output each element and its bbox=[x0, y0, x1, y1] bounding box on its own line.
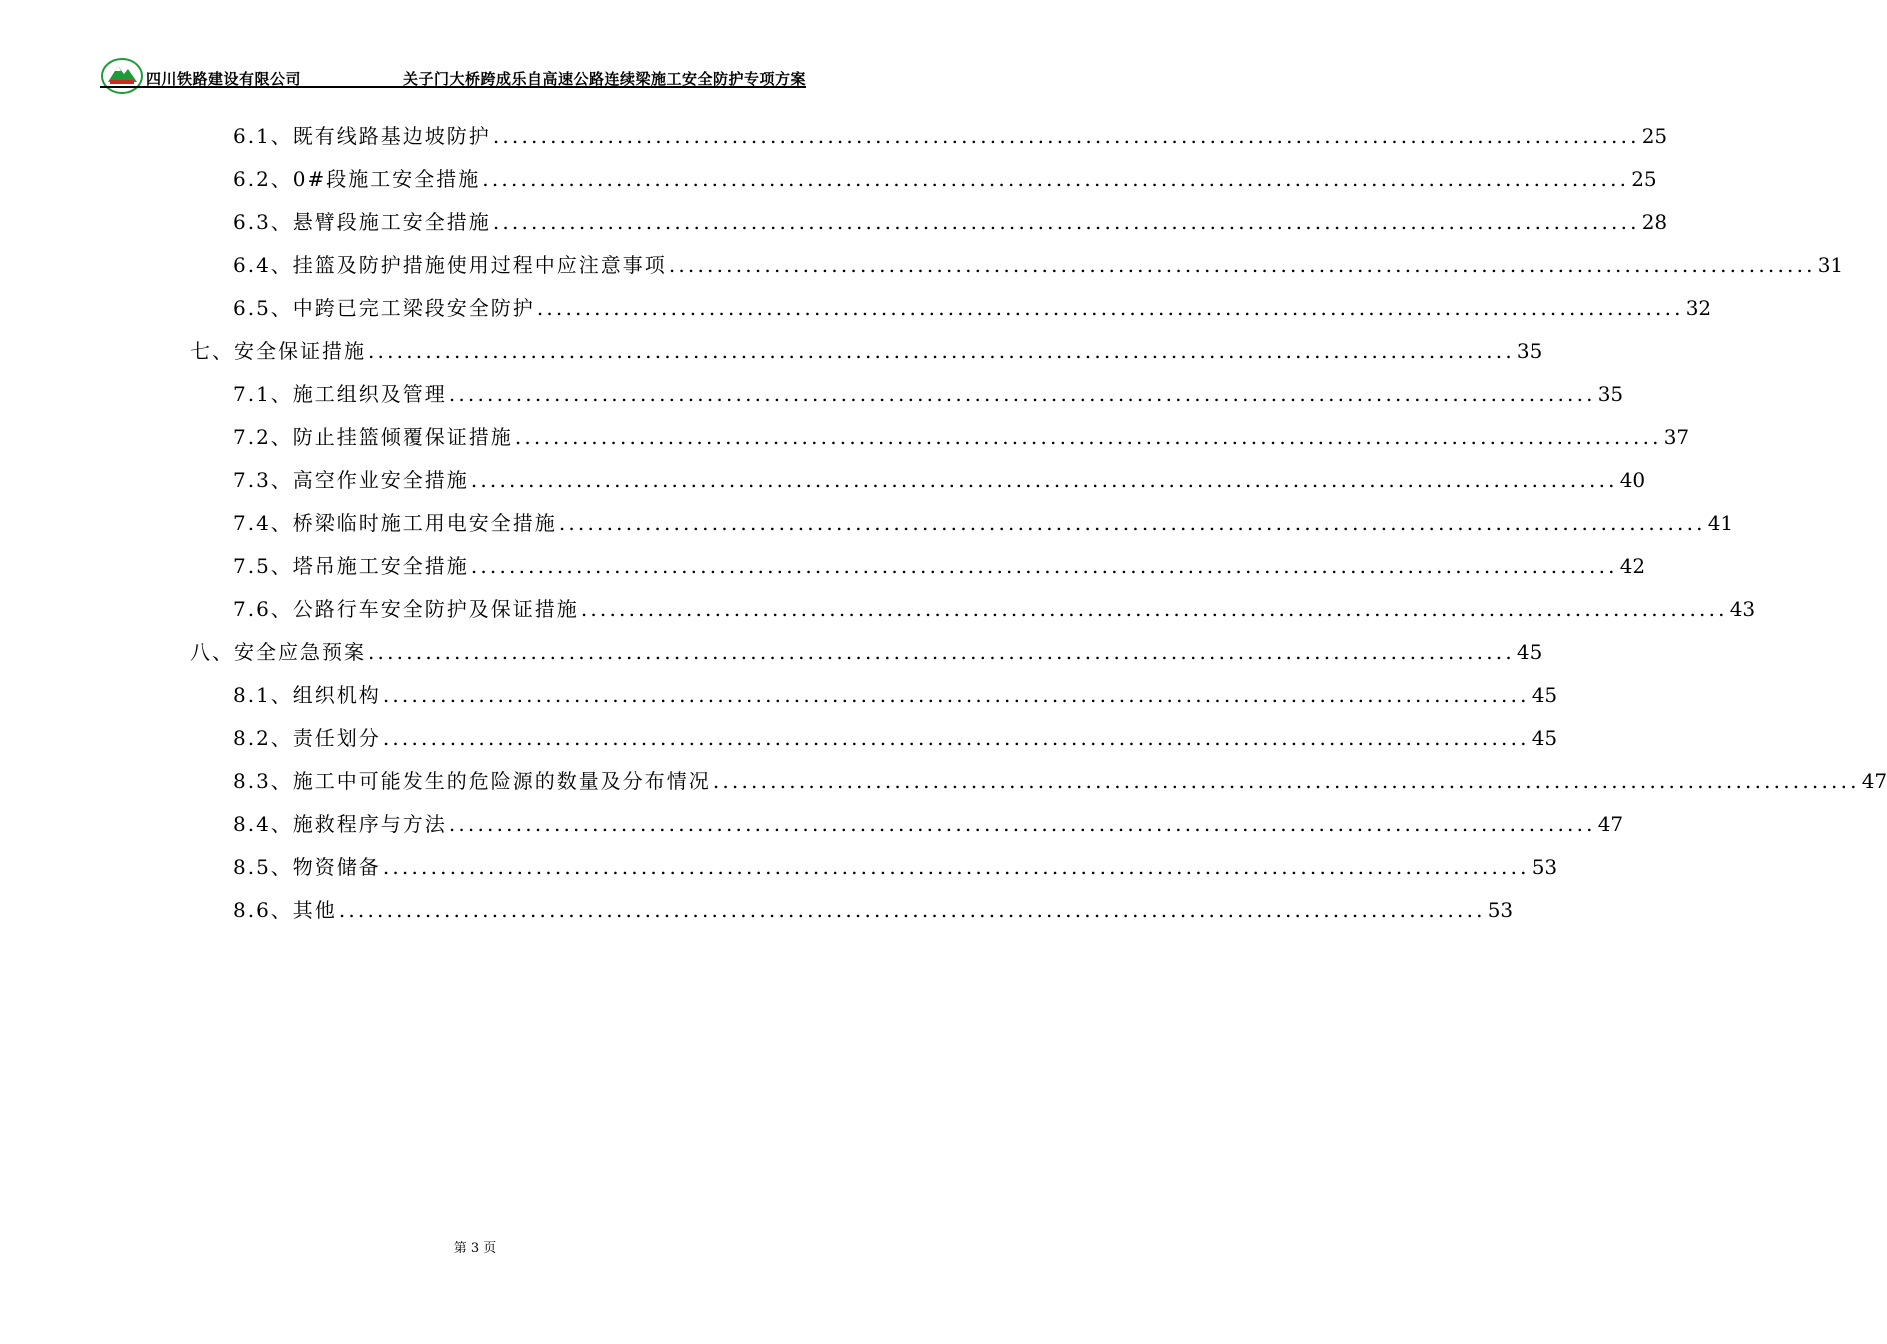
toc-entry-page: 37 bbox=[1663, 425, 1690, 449]
toc-entry-page: 28 bbox=[1641, 210, 1668, 234]
toc-entry-page: 32 bbox=[1685, 296, 1712, 320]
toc-entry-label: 8.2、责任划分 bbox=[233, 726, 381, 750]
toc-entry[interactable] bbox=[233, 722, 1558, 752]
toc-entry[interactable] bbox=[233, 808, 1624, 838]
toc-dot-leader: ........................................................................................................................ bbox=[470, 468, 1618, 492]
toc-entry[interactable] bbox=[190, 335, 1543, 365]
toc-dot-leader: ........................................................................................................................ bbox=[712, 769, 1860, 793]
page-number: 第 3 页 bbox=[453, 1241, 497, 1256]
toc-dot-leader: ........................................................................................................................ bbox=[448, 382, 1596, 406]
toc-entry-label: 6.1、既有线路基边坡防护 bbox=[233, 124, 491, 148]
toc-entry-page: 43 bbox=[1729, 597, 1756, 621]
toc-entry-page: 35 bbox=[1597, 382, 1624, 406]
toc-entry-label: 6.5、中跨已完工梁段安全防护 bbox=[233, 296, 535, 320]
toc-dot-leader: ........................................................................................................................ bbox=[382, 726, 1530, 750]
toc-entry[interactable] bbox=[233, 464, 1646, 494]
company-logo-icon bbox=[100, 56, 144, 96]
toc-entry[interactable] bbox=[233, 421, 1690, 451]
toc-entry-label: 8.6、其他 bbox=[233, 898, 337, 922]
toc-dot-leader: ........................................................................................................................ bbox=[470, 554, 1618, 578]
toc-entry-page: 45 bbox=[1516, 640, 1543, 664]
toc-entry-page: 47 bbox=[1597, 812, 1624, 836]
toc-entry-page: 35 bbox=[1516, 339, 1543, 363]
toc-entry-label: 7.2、防止挂篮倾覆保证措施 bbox=[233, 425, 513, 449]
toc-dot-leader: ........................................................................................................................ bbox=[580, 597, 1728, 621]
toc-entry-page: 42 bbox=[1619, 554, 1646, 578]
toc-entry-page: 41 bbox=[1707, 511, 1734, 535]
toc-entry-label: 7.5、塔吊施工安全措施 bbox=[233, 554, 469, 578]
toc-dot-leader: ........................................................................................................................ bbox=[668, 253, 1816, 277]
toc-entry[interactable] bbox=[233, 163, 1657, 193]
toc-entry-page: 45 bbox=[1531, 726, 1558, 750]
toc-dot-leader: ........................................................................................................................ bbox=[492, 210, 1640, 234]
toc-dot-leader: ........................................................................................................................ bbox=[514, 425, 1662, 449]
toc-entry-page: 53 bbox=[1487, 898, 1514, 922]
toc-dot-leader: ........................................................................................................................ bbox=[382, 855, 1530, 879]
toc-entry-page: 25 bbox=[1641, 124, 1668, 148]
toc-entry[interactable] bbox=[233, 679, 1558, 709]
toc-entry-page: 45 bbox=[1531, 683, 1558, 707]
toc-dot-leader: ........................................................................................................................ bbox=[368, 640, 1515, 664]
toc-entry-label: 八、安全应急预案 bbox=[190, 640, 366, 664]
toc-entry[interactable] bbox=[190, 636, 1543, 666]
toc-entry[interactable] bbox=[233, 507, 1734, 537]
toc-entry-label: 8.4、施救程序与方法 bbox=[233, 812, 447, 836]
toc-entry-label: 8.5、物资储备 bbox=[233, 855, 381, 879]
toc-dot-leader: ........................................................................................................................ bbox=[558, 511, 1706, 535]
document-title: 关子门大桥跨成乐自高速公路连续梁施工安全防护专项方案 bbox=[402, 70, 806, 88]
toc-dot-leader: ........................................................................................................................ bbox=[368, 339, 1515, 363]
toc-entry[interactable] bbox=[233, 206, 1668, 236]
toc-entry-label: 7.3、高空作业安全措施 bbox=[233, 468, 469, 492]
toc-entry-page: 25 bbox=[1631, 167, 1657, 191]
toc-entry[interactable] bbox=[233, 593, 1756, 623]
toc-entry[interactable] bbox=[233, 292, 1712, 322]
toc-entry-label: 8.1、组织机构 bbox=[233, 683, 381, 707]
toc-entry[interactable] bbox=[233, 120, 1668, 150]
toc-entry-label: 7.4、桥梁临时施工用电安全措施 bbox=[233, 511, 557, 535]
toc-entry-label: 七、安全保证措施 bbox=[190, 339, 366, 363]
toc-dot-leader: ........................................................................................................................ bbox=[382, 683, 1530, 707]
toc-entry[interactable] bbox=[233, 894, 1514, 924]
toc-entry-label: 7.6、公路行车安全防护及保证措施 bbox=[233, 597, 579, 621]
toc-entry[interactable] bbox=[233, 378, 1624, 408]
toc-entry[interactable] bbox=[233, 249, 1844, 279]
toc-entry-label: 8.3、施工中可能发生的危险源的数量及分布情况 bbox=[233, 769, 711, 793]
toc-entry-label: 6.4、挂篮及防护措施使用过程中应注意事项 bbox=[233, 253, 667, 277]
toc-dot-leader: ........................................................................................................................ bbox=[448, 812, 1596, 836]
toc-dot-leader: ........................................................................................................................ bbox=[492, 124, 1640, 148]
toc-dot-leader: ........................................................................................................................ bbox=[536, 296, 1684, 320]
toc-entry[interactable] bbox=[233, 851, 1558, 881]
company-name: 四川铁路建设有限公司 bbox=[146, 70, 302, 88]
toc-entry-page: 40 bbox=[1619, 468, 1646, 492]
toc-entry-page: 53 bbox=[1531, 855, 1558, 879]
toc-dot-leader: ........................................................................................................................ bbox=[482, 167, 1630, 191]
toc-entry-label: 6.2、0#段施工安全措施 bbox=[233, 167, 481, 191]
toc-dot-leader: ........................................................................................................................ bbox=[338, 898, 1486, 922]
toc-entry-label: 6.3、悬臂段施工安全措施 bbox=[233, 210, 491, 234]
toc-entry[interactable] bbox=[233, 550, 1646, 580]
toc-entry[interactable] bbox=[233, 765, 1887, 795]
header-rule bbox=[100, 86, 806, 88]
toc-entry-page: 47 bbox=[1861, 769, 1887, 793]
toc-entry-page: 31 bbox=[1817, 253, 1844, 277]
toc-entry-label: 7.1、施工组织及管理 bbox=[233, 382, 447, 406]
